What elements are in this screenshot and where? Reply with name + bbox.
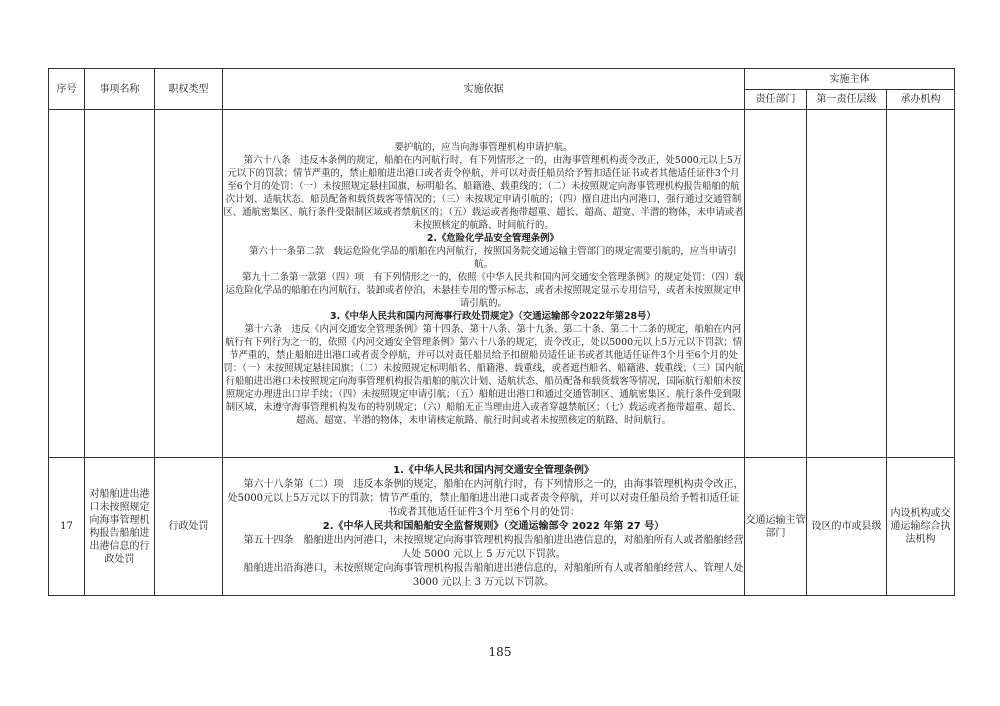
basis-paragraph: 要护航的，应当向海事管理机构申请护航。 bbox=[394, 141, 573, 153]
law-title: 2.《中华人民共和国船舶安全监督规则》（交通运输部令 2022 年第 27 号） bbox=[322, 520, 665, 532]
row2-first-level: 设区的市或县级 bbox=[807, 458, 887, 596]
law-title: 2.《危险化学品安全管理条例》 bbox=[426, 232, 559, 244]
header-handling-agency: 承办机构 bbox=[887, 90, 955, 110]
header-first-level: 第一责任层级 bbox=[807, 90, 887, 110]
basis-paragraph: 第六十一条第二款 载运危险化学品的船舶在内河航行，按照国务院交通运输主管部门的规定需要引航的，应当申请引航。 bbox=[249, 245, 737, 270]
header-basis: 实施依据 bbox=[223, 69, 745, 110]
row1-dept-cell bbox=[745, 110, 807, 458]
row2-seq: 17 bbox=[49, 458, 85, 596]
row1-seq-cell bbox=[49, 110, 85, 458]
row2-item-name: 对船舶进出港口未按照规定向海事管理机构报告船舶进出港信息的行政处罚 bbox=[85, 458, 155, 596]
row1-basis-cell bbox=[223, 110, 745, 458]
basis-paragraph: 第十六条 违反《内河交通安全管理条例》第十四条、第十八条、第十九条、第二十条、第二十二条的规定，船舶在内河航行有下列行为之一的，依照《内河交通安全管理条例》第六十八条的规定，责令改正，处以5000元以上5万元以下罚款；情节严重的，禁止船舶进出港口或者责令停航，并可以对责任船员给予扣留船员适任证书或者其他适任证件3个月至6个月的处罚：（一）未按照规定悬挂国旗；（二）未按照规定标明船名、船籍港、载重线，或者遮挡船名、船籍港、载重线；（三）国内航行船舶进出港口未按照规定向海事管理机构报告船舶的航次计划、适航状态、船员配备和载货载客等情况，国际航行船舶未按照规定办理进出口岸手续；（四）未按照规定申请引航；（五）船舶进出港口和通过交通管制区、通航密集区、航行条件受到限制区域，未遵守海事管理机构发布的特别规定；（六）船舶无正当理由进入或者穿越禁航区；（七）载运或者拖带超重、超长、超高、超宽、半潜的物体，未申请核定航路、航行时间或者未按照核定的航路、时间航行。 bbox=[223, 323, 744, 426]
row1-agency-cell bbox=[887, 110, 955, 458]
header-responsible-dept: 责任部门 bbox=[745, 90, 807, 110]
header-power-type: 职权类型 bbox=[155, 69, 223, 110]
row1-type-cell bbox=[155, 110, 223, 458]
row2-basis-text bbox=[223, 464, 744, 590]
row2-responsible-dept: 交通运输主管部门 bbox=[745, 458, 807, 596]
row2-basis-cell bbox=[223, 458, 745, 596]
page-number: 185 bbox=[488, 645, 512, 659]
header-item-name: 事项名称 bbox=[85, 69, 155, 110]
basis-paragraph: 第五十四条 船舶进出内河港口，未按照规定向海事管理机构报告船舶进出港信息的，对船舶所有人或者船舶经营人处 5000 元以上 5 万元以下罚款。 bbox=[243, 534, 744, 560]
basis-paragraph: 船舶进出沿海港口，未按照规定向海事管理机构报告船舶进出港信息的，对船舶所有人或者船舶经营人、管理人处 3000 元以上 3 万元以下罚款。 bbox=[243, 562, 744, 588]
basis-paragraph: 第六十八条 违反本条例的规定，船舶在内河航行时，有下列情形之一的，由海事管理机构责令改正，处5000元以上5万元以下的罚款；情节严重的，禁止船舶进出港口或者责令停航，并可以对责任船员给予暂扣适任证书或者其他适任证件3个月至6个月的处罚：（一）未按照规定悬挂国旗，标明船名、船籍港、载重线的；（二）未按照规定向海事管理机构报告船舶的航次计划、适航状态、船员配备和载货载客等情况的；（三）未按规定申请引航的；（四）擅自进出内河港口，强行通过交通管制区、通航密集区、航行条件受限制区域或者禁航区的；（五）载运或者拖带超重、超长、超高、超宽、半潜的物体，未申请或者未按照核定的航路、时间航行的。 bbox=[223, 154, 744, 231]
header-seq: 序号 bbox=[49, 69, 85, 110]
law-title: 3.《中华人民共和国内河海事行政处罚规定》（交通运输部令2022年第28号） bbox=[330, 310, 656, 322]
table-row bbox=[49, 110, 955, 458]
row2-power-type: 行政处罚 bbox=[155, 458, 223, 596]
row2-handling-agency: 内设机构或交通运输综合执法机构 bbox=[887, 458, 955, 596]
row1-level-cell bbox=[807, 110, 887, 458]
table-row bbox=[49, 458, 955, 596]
row1-item-cell bbox=[85, 110, 155, 458]
basis-paragraph: 第六十八条第（二）项 违反本条例的规定，船舶在内河航行时，有下列情形之一的，由海事管理机构责令改正，处5000元以上5万元以下的罚款；情节严重的，禁止船舶进出港口或者责令停航，并可以对责任船员给予暂扣适任证书或者其他适任证件3个月至6个月的处罚： bbox=[227, 478, 744, 518]
row1-basis-text bbox=[223, 141, 744, 427]
law-title: 1.《中华人民共和国内河交通安全管理条例》 bbox=[393, 464, 594, 476]
header-subject: 实施主体 bbox=[745, 69, 955, 90]
basis-paragraph: 第九十二条第一款第（四）项 有下列情形之一的，依照《中华人民共和国内河交通安全管理条例》的规定处罚：（四）载运危险化学品的船舶在内河航行、装卸或者停泊，未悬挂专用的警示标志，或者未按照规定显示专用信号，或者未按照规定申请引航的。 bbox=[225, 271, 744, 309]
enforcement-table bbox=[48, 68, 955, 596]
